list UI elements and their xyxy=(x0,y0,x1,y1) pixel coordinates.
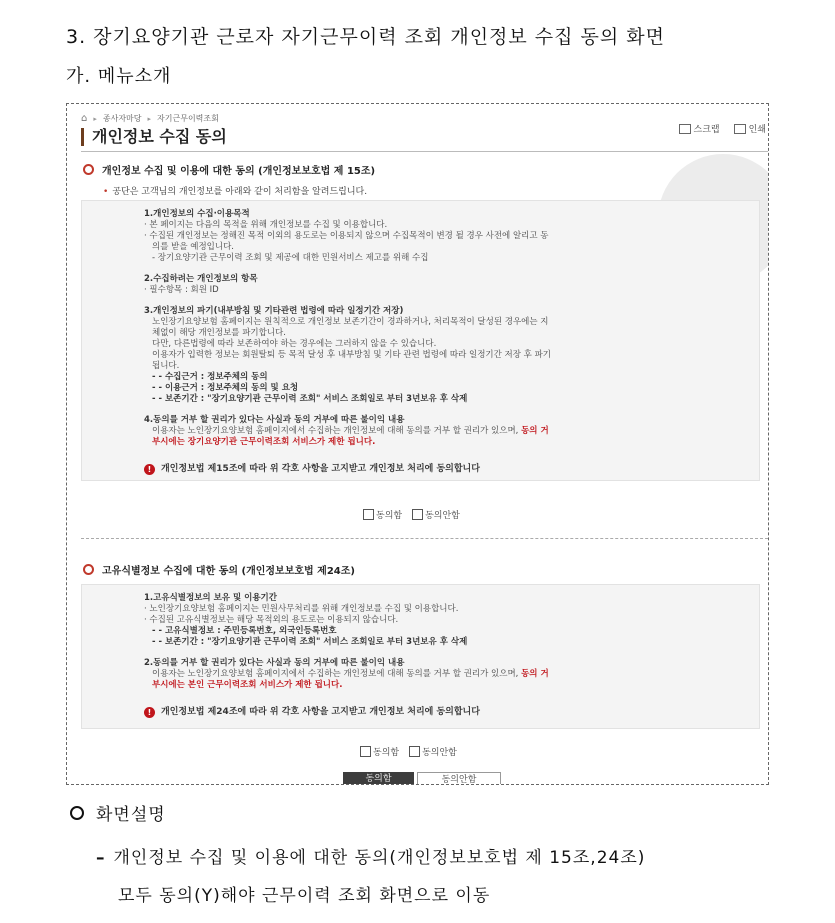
checkbox-icon xyxy=(409,746,420,757)
item-line: - - 수집근거 : 정보주체의 동의 xyxy=(152,372,268,382)
warning-text: 동의 거 xyxy=(521,426,549,436)
chevron-right-icon: ▸ xyxy=(147,114,152,123)
agree-checkbox[interactable] xyxy=(360,745,399,758)
document-heading: 3. 장기요양기관 근로자 자기근무이력 조회 개인정보 수집 동의 화면 xyxy=(66,26,666,48)
disagree-checkbox[interactable] xyxy=(409,745,457,758)
item-text: 이용자는 노인장기요양보험 홈페이지에서 수집하는 개인정보에 대해 동의를 거부 할 권리가 있으며, xyxy=(152,669,519,679)
item-line: 됩니다. xyxy=(152,361,180,371)
print-icon xyxy=(734,124,746,134)
item-line: - 장기요양기관 근무이력 조회 및 제공에 대한 민원서비스 제고를 위해 수집 xyxy=(152,253,429,263)
warning-text: 부시에는 본인 근무이력조회 서비스가 제한 됩니다. xyxy=(152,680,343,690)
item-line: · 수집된 개인정보는 정해진 목적 이외의 용도로는 이용되지 않으며 수집목적이 변경 될 경우 사전에 알리고 동 xyxy=(144,231,549,241)
checkbox-label: 동의안함 xyxy=(425,511,460,521)
print-label: 인쇄 xyxy=(748,125,766,135)
section1-heading xyxy=(83,162,375,177)
agree-checkbox[interactable] xyxy=(363,508,402,521)
notice-text: 공단은 고객님의 개인정보를 아래와 같이 처리함을 알려드립니다. xyxy=(112,187,368,197)
scrap-label: 스크랩 xyxy=(693,125,720,135)
bullet-icon xyxy=(83,564,94,575)
item-line xyxy=(144,426,551,437)
section1-title: 개인정보 수집 및 이용에 대한 동의 (개인정보보호법 제 15조) xyxy=(102,166,376,177)
breadcrumb xyxy=(81,113,219,124)
consent-box-2 xyxy=(81,584,760,729)
consent-options-2 xyxy=(360,745,457,758)
chevron-right-icon: ▸ xyxy=(93,114,97,123)
agree-button[interactable]: 동의함 xyxy=(343,772,414,785)
item-text: 이용자는 노인장기요양보험 홈페이지에서 수집하는 개인정보에 대해 동의를 거부 할 권리가 있으며, xyxy=(152,426,519,436)
item-line: - - 고유식별정보 : 주민등록번호, 외국인등록번호 xyxy=(152,626,337,636)
section2-heading xyxy=(83,562,355,577)
consent-statement xyxy=(144,707,549,718)
consent-content-2 xyxy=(144,593,549,718)
consent-content-1 xyxy=(144,209,551,475)
checkbox-label: 동의함 xyxy=(376,511,403,521)
breadcrumb-item[interactable]: 종사자마당 xyxy=(102,114,142,123)
item-title: 4.동의를 거부 할 권리가 있다는 사실과 동의 거부에 따른 불이익 내용 xyxy=(144,415,405,425)
consent-options-1 xyxy=(363,508,460,521)
item-line: 다만, 다른법령에 따라 보존하여야 하는 경우에는 그러하지 않을 수 있습니다. xyxy=(152,339,437,349)
consent-box-1 xyxy=(81,200,760,481)
item-title: 2.수집하려는 개인정보의 항목 xyxy=(144,274,258,284)
disagree-button[interactable]: 동의안함 xyxy=(417,772,501,785)
item-line: 노인장기요양보험 홈페이지는 원칙적으로 개인정보 보존기간이 경과하거나, 처리목적이 달성된 경우에는 지 xyxy=(152,317,549,327)
item-line: · 필수항목 : 회원 ID xyxy=(144,285,219,295)
warning-text: 부시에는 장기요양기관 근무이력조회 서비스가 제한 됩니다. xyxy=(152,437,376,447)
alert-icon: ! xyxy=(144,707,155,718)
checkbox-icon xyxy=(412,509,423,520)
warning-text: 동의 거 xyxy=(521,669,549,679)
item-title: 2.동의를 거부 할 권리가 있다는 사실과 동의 거부에 따른 불이익 내용 xyxy=(144,658,405,668)
description-line-1 xyxy=(96,843,645,868)
consent-text: 개인정보법 제24조에 따라 위 각호 사항을 고지받고 개인정보 처리에 동의합니다 xyxy=(161,707,480,717)
item-line: - - 보존기간 : "장기요양기관 근무이력 조회" 서비스 조회일로 부터 3년보유 후 삭제 xyxy=(152,637,468,647)
item-line xyxy=(144,669,549,680)
disagree-checkbox[interactable] xyxy=(412,508,460,521)
bullet-icon xyxy=(83,164,94,175)
item-line: · 본 페이지는 다음의 목적을 위해 개인정보를 수집 및 이용합니다. xyxy=(144,220,388,230)
toolbar xyxy=(679,122,766,135)
notice xyxy=(103,184,367,197)
description-text: 개인정보 수집 및 이용에 대한 동의(개인정보보호법 제 15조,24조) xyxy=(113,848,646,868)
checkbox-icon xyxy=(363,509,374,520)
item-line: - - 이용근거 : 정보주체의 동의 및 요청 xyxy=(152,383,299,393)
consent-text: 개인정보법 제15조에 따라 위 각호 사항을 고지받고 개인정보 처리에 동의합니다 xyxy=(161,464,480,474)
checkbox-icon xyxy=(360,746,371,757)
item-line: 의를 받을 예정입니다. xyxy=(152,242,235,252)
item-title: 3.개인정보의 파기(내부방침 및 기타관련 법령에 따라 일정기간 저장) xyxy=(144,306,404,316)
checkbox-label: 동의안함 xyxy=(422,748,457,758)
dot-icon: • xyxy=(103,187,109,197)
checkbox-label: 동의함 xyxy=(373,748,400,758)
scrap-icon xyxy=(679,124,691,134)
item-line: 체없이 해당 개인정보를 파기합니다. xyxy=(152,328,286,338)
divider xyxy=(81,538,768,539)
divider xyxy=(81,151,768,152)
action-buttons xyxy=(343,772,501,785)
dash-bullet: – xyxy=(96,848,106,868)
item-line: · 노인장기요양보험 홈페이지는 민원사무처리를 위해 개인정보를 수집 및 이용합니다. xyxy=(144,604,459,614)
screenshot-frame xyxy=(66,103,769,785)
description-title: 화면설명 xyxy=(96,805,166,825)
consent-statement xyxy=(144,464,551,475)
breadcrumb-item[interactable]: 자기근무이력조회 xyxy=(157,114,219,123)
circle-bullet-icon xyxy=(70,806,84,820)
item-line: 이용자가 입력한 정보는 회원탈퇴 등 목적 달성 후 내부방침 및 기타 관련 법령에 따라 일정기간 저장 후 파기 xyxy=(152,350,552,360)
document-subheading: 가. 메뉴소개 xyxy=(66,66,172,87)
home-icon[interactable]: ⌂ xyxy=(81,113,88,124)
description-line-2: 모두 동의(Y)해야 근무이력 조회 화면으로 이동 xyxy=(118,886,491,906)
section2-title: 고유식별정보 수집에 대한 동의 (개인정보보호법 제24조) xyxy=(102,566,355,577)
scrap-button[interactable] xyxy=(679,122,720,135)
item-title: 1.개인정보의 수집·이용목적 xyxy=(144,209,250,219)
alert-icon: ! xyxy=(144,464,155,475)
print-button[interactable] xyxy=(734,122,766,135)
item-line: · 수집된 고유식별정보는 해당 목적외의 용도로는 이용되지 않습니다. xyxy=(144,615,399,625)
description-heading xyxy=(70,800,166,825)
item-line: - - 보존기간 : "장기요양기관 근무이력 조회" 서비스 조회일로 부터 3년보유 후 삭제 xyxy=(152,394,468,404)
page-title: 개인정보 수집 동의 xyxy=(81,128,227,146)
item-title: 1.고유식별정보의 보유 및 이용기간 xyxy=(144,593,277,603)
